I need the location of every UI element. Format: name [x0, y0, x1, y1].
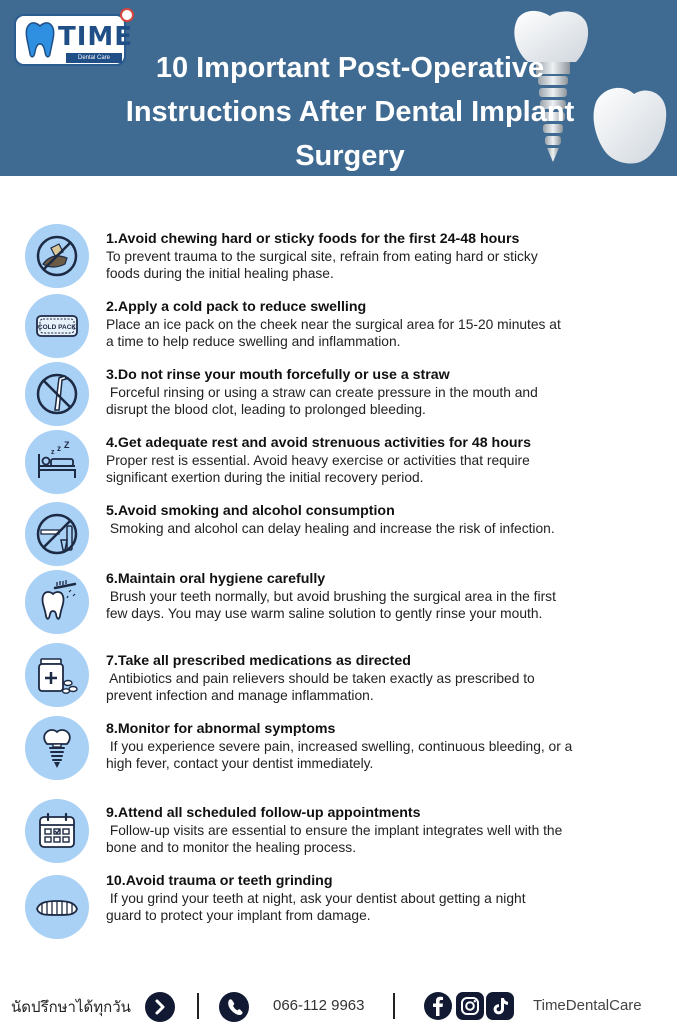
item-desc-line: high fever, contact your dentist immediately.: [106, 756, 374, 771]
item-title: 7.Take all prescribed medications as directed: [106, 653, 411, 669]
icon-circle: [25, 570, 89, 634]
title-line: 10 Important Post-Operative: [155, 52, 545, 84]
footer-contact-bar: [0, 985, 677, 1024]
icon-circle: [25, 430, 89, 494]
item-text: [106, 653, 646, 704]
icon-circle: [25, 716, 89, 780]
item-title: 3.Do not rinse your mouth forcefully or use a straw: [106, 367, 450, 383]
item-title: 8.Monitor for abnormal symptoms: [106, 721, 336, 737]
item-desc-line: To prevent trauma to the surgical site, refrain from eating hard or sticky: [106, 249, 538, 264]
item-desc-line: Place an ice pack on the cheek near the surgical area for 15-20 minutes at: [106, 317, 561, 332]
facebook-icon[interactable]: [424, 992, 452, 1020]
svg-text:z: z: [51, 449, 55, 456]
icon-circle: [25, 224, 89, 288]
instagram-icon[interactable]: [456, 992, 484, 1020]
phone-icon: [219, 992, 249, 1022]
icon-circle: [25, 502, 89, 566]
item-title: 10.Avoid trauma or teeth grinding: [106, 873, 333, 889]
sleeping-bed-icon: [35, 440, 79, 484]
calendar-icon: [35, 809, 79, 853]
cold-pack-icon: [35, 304, 79, 348]
item-text: [106, 367, 646, 418]
phone-number[interactable]: 066-112 9963: [273, 997, 365, 1014]
item-title: 1.Avoid chewing hard or sticky foods for the first 24-48 hours: [106, 231, 520, 247]
title-line: Instructions After Dental Implant: [125, 96, 575, 128]
item-text: [106, 873, 646, 924]
phone-button[interactable]: [219, 992, 249, 1022]
title-line: Surgery: [295, 140, 405, 172]
facebook-glyph: [424, 992, 452, 1020]
consult-arrow-button[interactable]: [145, 992, 175, 1022]
item-text: [106, 571, 646, 622]
cold-pack-label: COLD PACK: [37, 324, 77, 331]
brand-handle[interactable]: TimeDentalCare: [533, 997, 642, 1014]
item-title: 2.Apply a cold pack to reduce swelling: [106, 299, 367, 315]
item-desc-line: Brush your teeth normally, but avoid brushing the surgical area in the first: [106, 589, 556, 604]
item-desc-line: foods during the initial healing phase.: [106, 266, 334, 281]
item-desc-line: prevent infection and manage inflammation.: [106, 688, 374, 703]
item-desc-line: disrupt the blood clot, leading to prolonged bleeding.: [106, 402, 426, 417]
consult-text: นัดปรึกษาได้ทุกวัน: [11, 998, 131, 1016]
item-title: 9.Attend all scheduled follow-up appointments: [106, 805, 421, 821]
no-smoking-alcohol-icon: [35, 512, 79, 556]
night-guard-icon: [35, 885, 79, 929]
divider: [393, 993, 395, 1019]
tooth-brushing-icon: [35, 580, 79, 624]
item-title: 5.Avoid smoking and alcohol consumption: [106, 503, 395, 519]
item-desc-line: Proper rest is essential. Avoid heavy exercise or activities that require: [106, 453, 530, 468]
logo-badge-icon: [120, 8, 134, 22]
item-title: 4.Get adequate rest and avoid strenuous activities for 48 hours: [106, 435, 531, 451]
svg-text:Z: Z: [64, 440, 70, 450]
item-desc-line: If you grind your teeth at night, ask your dentist about getting a night: [106, 891, 526, 906]
icon-circle: [25, 643, 89, 707]
tiktok-icon[interactable]: [486, 992, 514, 1020]
icon-circle: [25, 799, 89, 863]
item-desc-line: a time to help reduce swelling and inflammation.: [106, 334, 401, 349]
item-desc-line: Antibiotics and pain relievers should be taken exactly as prescribed to: [106, 671, 535, 686]
page-title: [60, 46, 640, 178]
item-desc-line: Follow-up visits are essential to ensure the implant integrates well with the: [106, 823, 563, 838]
tooth-logo-icon: [22, 20, 58, 60]
item-text: [106, 435, 646, 486]
item-text: [106, 805, 646, 856]
icon-circle: [25, 294, 89, 358]
item-desc-line: If you experience severe pain, increased swelling, continuous bleeding, or a: [106, 739, 573, 754]
item-text: [106, 299, 646, 350]
icon-circle: [25, 362, 89, 426]
item-desc-line: significant exertion during the initial recovery period.: [106, 470, 424, 485]
item-desc-line: few days. You may use warm saline solution to gently rinse your mouth.: [106, 606, 543, 621]
item-desc-line: Smoking and alcohol can delay healing and increase the risk of infection.: [106, 521, 555, 536]
item-title: 6.Maintain oral hygiene carefully: [106, 571, 326, 587]
item-desc-line: Forceful rinsing or using a straw can create pressure in the mouth and: [106, 385, 538, 400]
logo-subtitle: Dental Care: [66, 53, 122, 63]
item-text: [106, 503, 646, 537]
no-hard-food-icon: [35, 234, 79, 278]
instagram-glyph: [456, 992, 484, 1020]
item-text: [106, 231, 646, 282]
chevron-right-icon: [145, 992, 175, 1022]
item-desc-line: guard to protect your implant from damage.: [106, 908, 371, 923]
no-straw-icon: [35, 372, 79, 416]
header-banner: [0, 0, 677, 176]
svg-text:z: z: [57, 444, 61, 453]
tiktok-glyph: [486, 992, 514, 1020]
logo-name: TIME: [58, 22, 134, 52]
divider: [197, 993, 199, 1019]
item-text: [106, 721, 646, 772]
icon-circle: [25, 875, 89, 939]
dental-implant-icon: [35, 726, 79, 770]
item-desc-line: bone and to monitor the healing process.: [106, 840, 357, 855]
medication-icon: [35, 653, 79, 697]
